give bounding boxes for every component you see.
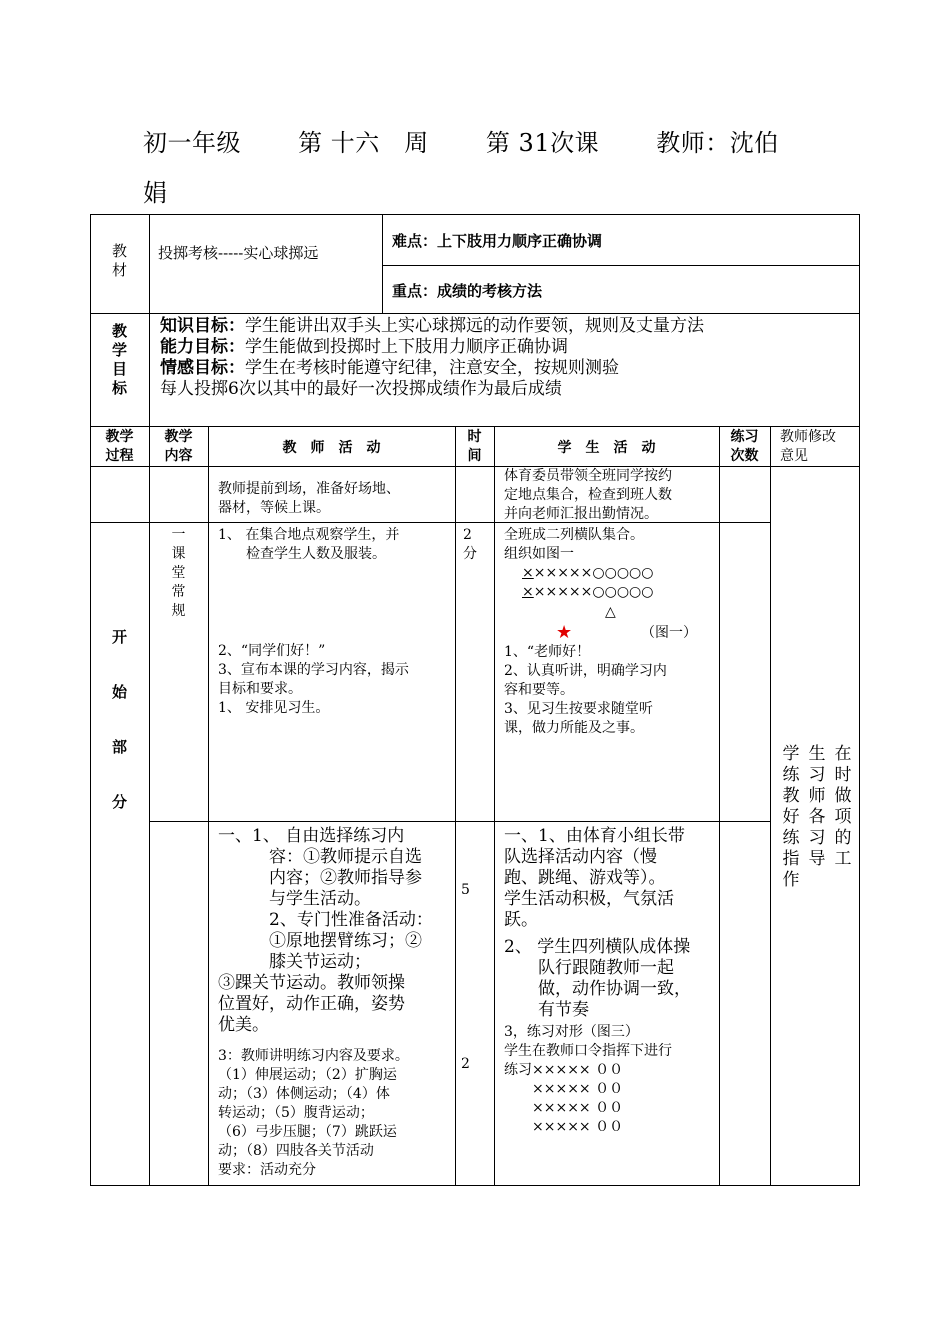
row2-time-2: 2 (461, 1056, 470, 1072)
row2-teacher-details: 3：教师讲明练习内容及要求。 （1）伸展运动；（2）扩胸运 动；（3）体侧运动；（4）体 转运动；（5）腹背运动； （6）弓步压腿；（7）跳跃运 动；（8）四肢各关节活动 要求：活动充分 (218, 1048, 409, 1178)
header-content: 教学 内容 (164, 429, 193, 464)
lesson-number: 第 31次课 (485, 129, 600, 157)
header-process: 教学 过程 (105, 429, 134, 464)
page-heading (143, 118, 823, 218)
material-content: 投掷考核-----实心球掷远 (158, 244, 319, 262)
header-reps: 练习 次数 (730, 429, 759, 464)
row1-teacher-2: 2、“同学们好！” 3、宣布本课的学习内容，揭示 目标和要求。 1、 安排见习生。 (218, 643, 409, 716)
notes-column: 学 练 教 好 练 指 作 生 习 师 各 习 导 在 时 做 项 的 工 (782, 744, 852, 890)
sub-section-label: 一 课 堂 常 规 (171, 527, 186, 619)
row2-time-1: 5 (461, 882, 470, 898)
star-icon: ★ (556, 622, 573, 643)
header-notes: 教师修改 意见 (780, 429, 836, 464)
header-teacher: 教 师 活 动 (282, 440, 381, 456)
difficulty: 难点：上下肢用力顺序正确协调 (392, 232, 603, 250)
teacher-label: 教师： (656, 129, 730, 157)
teacher-name-continued: 娟 (143, 179, 168, 207)
figure-label: （图一） (641, 625, 697, 641)
row1-student-intro: 全班成二列横队集合。 组织如图一 (504, 527, 644, 562)
row1-time: 2 分 (463, 527, 477, 562)
section-label: 开 始 部 分 (111, 628, 127, 811)
header-time: 时 间 (467, 429, 482, 464)
row1-teacher: 1、 在集合地点观察学生，并 检查学生人数及服装。 (218, 527, 400, 562)
pre-student: 体育委员带领全班同学按约 定地点集合，检查到班人数 并向老师汇报出勤情况。 (504, 468, 672, 522)
material-label: 教 材 (111, 242, 127, 279)
row2-teacher: 一、1、 自由选择练习内 容：①教师提示自选 内容；②教师指导参 与学生活动。 2、专门性准备活动： ①原地摆臂练习；② 膝关节运动； ③踝关节运动。教师领操 位置好，动作正确，姿势 优美。 (218, 826, 433, 1035)
row2-student-formation: 3，练习对形（图三） 学生在教师口令指挥下进行 练习××××× ００ ××××× ００ ××××× ００ ××××× ００ (504, 1024, 672, 1135)
triangle-marker: △ (605, 604, 616, 620)
row2-student: 一、1、由体育小组长带 队选择活动内容（慢 跑、跳绳、游戏等）。 学生活动积极，气氛活 跃。 (504, 826, 685, 930)
week: 第 十六 周 (298, 129, 429, 157)
header-student: 学 生 活 动 (557, 440, 656, 456)
focus-point: 重点：成绩的考核方法 (392, 282, 543, 300)
formation-diagram: ××××××○○○○○ ××××××○○○○○ (522, 565, 654, 600)
teacher-name: 沈伯 (729, 129, 779, 157)
pre-teacher: 教师提前到场，准备好场地、 器材，等候上课。 (218, 481, 400, 516)
row2-student-2: 2、 学生四列横队成体操 队行跟随教师一起 做，动作协调一致， 有节奏 (504, 937, 691, 1020)
grade: 初一年级 (143, 129, 241, 157)
objectives-content: 知识目标：学生能讲出双手头上实心球掷远的动作要领，规则及丈量方法 能力目标：学生能做到投掷时上下肢用力顺序正确协调 情感目标：学生在考核时能遵守纪律，注意安全，按规则测验 每人投掷6次以其中的最好一次投掷成绩作为最后成绩 (160, 316, 704, 399)
objectives-label: 教 学 目 标 (111, 322, 127, 397)
row1-student-2: 1、“老师好！ 2、认真听讲，明确学习内 容和要等。 3、见习生按要求随堂听 课，做力所能及之事。 (504, 644, 667, 736)
